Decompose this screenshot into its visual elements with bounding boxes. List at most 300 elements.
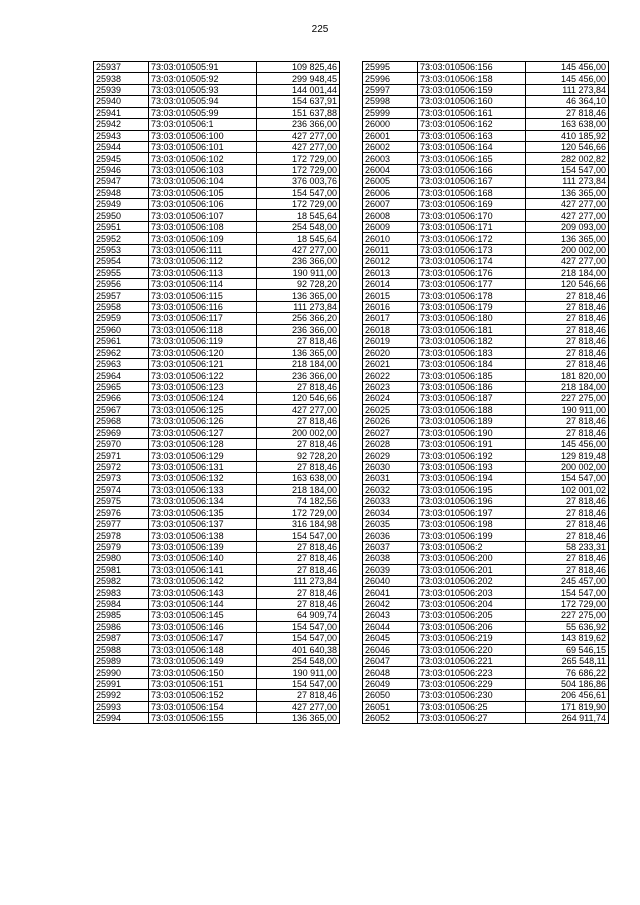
cadastral-number-cell: 73:03:010506:106: [149, 199, 257, 210]
table-row: [94, 518, 340, 529]
cadastral-number-cell: 73:03:010506:139: [149, 541, 257, 552]
cadastral-number-cell: 73:03:010506:206: [418, 621, 526, 632]
row-number-cell: 25996: [363, 73, 418, 84]
row-number-cell: 26019: [363, 336, 418, 347]
left-table: [93, 61, 340, 724]
value-cell: 27 818,46: [257, 336, 340, 347]
table-row: [363, 530, 609, 541]
table-row: [94, 621, 340, 632]
row-number-cell: 26004: [363, 164, 418, 175]
row-number-cell: 25978: [94, 530, 149, 541]
table-row: [363, 598, 609, 609]
row-number-cell: 25976: [94, 507, 149, 518]
cadastral-number-cell: 73:03:010506:126: [149, 416, 257, 427]
value-cell: 145 456,00: [526, 438, 609, 449]
cadastral-number-cell: 73:03:010506:119: [149, 336, 257, 347]
row-number-cell: 26046: [363, 644, 418, 655]
row-number-cell: 25938: [94, 73, 149, 84]
table-row: [363, 130, 609, 141]
table-row: [94, 176, 340, 187]
table-row: [94, 427, 340, 438]
value-cell: 172 729,00: [257, 164, 340, 175]
cadastral-number-cell: 73:03:010506:163: [418, 130, 526, 141]
cadastral-number-cell: 73:03:010506:176: [418, 267, 526, 278]
cadastral-number-cell: 73:03:010506:229: [418, 678, 526, 689]
value-cell: 427 277,00: [526, 256, 609, 267]
row-number-cell: 25958: [94, 301, 149, 312]
row-number-cell: 26036: [363, 530, 418, 541]
cadastral-number-cell: 73:03:010506:115: [149, 290, 257, 301]
value-cell: 154 637,91: [257, 96, 340, 107]
cadastral-number-cell: 73:03:010506:223: [418, 667, 526, 678]
value-cell: 401 640,38: [257, 644, 340, 655]
table-row: [363, 96, 609, 107]
page-number: 225: [311, 24, 329, 35]
value-cell: 410 185,92: [526, 130, 609, 141]
table-row: [363, 324, 609, 335]
table-row: [94, 267, 340, 278]
row-number-cell: 25947: [94, 176, 149, 187]
value-cell: 227 275,00: [526, 393, 609, 404]
table-row: [94, 244, 340, 255]
row-number-cell: 26008: [363, 210, 418, 221]
row-number-cell: 25969: [94, 427, 149, 438]
cadastral-number-cell: 73:03:010506:172: [418, 233, 526, 244]
value-cell: 504 186,86: [526, 678, 609, 689]
row-number-cell: 25986: [94, 621, 149, 632]
value-cell: 27 818,46: [257, 416, 340, 427]
cadastral-number-cell: 73:03:010506:181: [418, 324, 526, 335]
cadastral-number-cell: 73:03:010506:118: [149, 324, 257, 335]
table-row: [363, 164, 609, 175]
value-cell: 69 546,15: [526, 644, 609, 655]
cadastral-number-cell: 73:03:010506:205: [418, 610, 526, 621]
row-number-cell: 25937: [94, 62, 149, 73]
cadastral-number-cell: 73:03:010506:151: [149, 678, 257, 689]
value-cell: 172 729,00: [257, 153, 340, 164]
cadastral-number-cell: 73:03:010506:189: [418, 416, 526, 427]
table-row: [94, 438, 340, 449]
value-cell: 254 548,00: [257, 655, 340, 666]
row-number-cell: 25960: [94, 324, 149, 335]
row-number-cell: 25944: [94, 141, 149, 152]
cadastral-number-cell: 73:03:010506:143: [149, 587, 257, 598]
cadastral-number-cell: 73:03:010506:194: [418, 473, 526, 484]
row-number-cell: 26025: [363, 404, 418, 415]
cadastral-number-cell: 73:03:010506:162: [418, 119, 526, 130]
value-cell: 27 818,46: [257, 564, 340, 575]
table-row: [94, 598, 340, 609]
table-row: [363, 518, 609, 529]
table-row: [363, 107, 609, 118]
value-cell: 236 366,00: [257, 119, 340, 130]
cadastral-number-cell: 73:03:010506:107: [149, 210, 257, 221]
row-number-cell: 25977: [94, 518, 149, 529]
value-cell: 136 365,00: [257, 347, 340, 358]
value-cell: 206 456,61: [526, 690, 609, 701]
table-row: [94, 587, 340, 598]
row-number-cell: 26050: [363, 690, 418, 701]
cadastral-number-cell: 73:03:010506:121: [149, 358, 257, 369]
row-number-cell: 25970: [94, 438, 149, 449]
value-cell: 27 818,46: [257, 587, 340, 598]
row-number-cell: 25981: [94, 564, 149, 575]
row-number-cell: 25992: [94, 690, 149, 701]
table-row: [363, 427, 609, 438]
row-number-cell: 26001: [363, 130, 418, 141]
cadastral-number-cell: 73:03:010506:155: [149, 713, 257, 724]
cadastral-number-cell: 73:03:010506:191: [418, 438, 526, 449]
value-cell: 376 003,76: [257, 176, 340, 187]
row-number-cell: 26013: [363, 267, 418, 278]
row-number-cell: 25945: [94, 153, 149, 164]
table-row: [94, 610, 340, 621]
value-cell: 227 275,00: [526, 610, 609, 621]
table-row: [94, 164, 340, 175]
table-row: [94, 119, 340, 130]
table-row: [94, 507, 340, 518]
table-row: [363, 564, 609, 575]
row-number-cell: 25985: [94, 610, 149, 621]
row-number-cell: 25971: [94, 450, 149, 461]
table-row: [363, 678, 609, 689]
value-cell: 236 366,00: [257, 324, 340, 335]
cadastral-number-cell: 73:03:010506:203: [418, 587, 526, 598]
cadastral-number-cell: 73:03:010506:127: [149, 427, 257, 438]
cadastral-number-cell: 73:03:010506:128: [149, 438, 257, 449]
row-number-cell: 25993: [94, 701, 149, 712]
table-row: [94, 210, 340, 221]
table-row: [363, 221, 609, 232]
row-number-cell: 26024: [363, 393, 418, 404]
row-number-cell: 26005: [363, 176, 418, 187]
cadastral-number-cell: 73:03:010506:165: [418, 153, 526, 164]
cadastral-number-cell: 73:03:010506:193: [418, 461, 526, 472]
cadastral-number-cell: 73:03:010506:183: [418, 347, 526, 358]
cadastral-number-cell: 73:03:010506:122: [149, 370, 257, 381]
value-cell: 27 818,46: [526, 347, 609, 358]
value-cell: 136 365,00: [526, 233, 609, 244]
table-row: [94, 187, 340, 198]
table-row: [363, 176, 609, 187]
value-cell: 27 818,46: [257, 461, 340, 472]
cadastral-number-cell: 73:03:010506:124: [149, 393, 257, 404]
table-row: [363, 119, 609, 130]
table-row: [94, 484, 340, 495]
row-number-cell: 26028: [363, 438, 418, 449]
cadastral-number-cell: 73:03:010506:154: [149, 701, 257, 712]
cadastral-number-cell: 73:03:010505:92: [149, 73, 257, 84]
row-number-cell: 26042: [363, 598, 418, 609]
table-row: [363, 244, 609, 255]
table-row: [94, 84, 340, 95]
row-number-cell: 25949: [94, 199, 149, 210]
table-row: [94, 381, 340, 392]
value-cell: 427 277,00: [257, 130, 340, 141]
table-row: [363, 358, 609, 369]
cadastral-number-cell: 73:03:010506:149: [149, 655, 257, 666]
cadastral-number-cell: 73:03:010506:166: [418, 164, 526, 175]
cadastral-number-cell: 73:03:010506:159: [418, 84, 526, 95]
value-cell: 200 002,00: [526, 244, 609, 255]
cadastral-number-cell: 73:03:010506:178: [418, 290, 526, 301]
table-row: [94, 62, 340, 73]
table-row: [363, 84, 609, 95]
table-row: [363, 62, 609, 73]
cadastral-number-cell: 73:03:010506:132: [149, 473, 257, 484]
row-number-cell: 26048: [363, 667, 418, 678]
table-row: [363, 233, 609, 244]
cadastral-number-cell: 73:03:010506:156: [418, 62, 526, 73]
cadastral-number-cell: 73:03:010506:161: [418, 107, 526, 118]
row-number-cell: 26037: [363, 541, 418, 552]
table-row: [363, 256, 609, 267]
table-row: [94, 530, 340, 541]
table-row: [363, 655, 609, 666]
cadastral-number-cell: 73:03:010506:1: [149, 119, 257, 130]
table-row: [363, 701, 609, 712]
table-row: [94, 473, 340, 484]
value-cell: 92 728,20: [257, 450, 340, 461]
table-row: [363, 336, 609, 347]
table-row: [363, 347, 609, 358]
row-number-cell: 25963: [94, 358, 149, 369]
row-number-cell: 26043: [363, 610, 418, 621]
row-number-cell: 26027: [363, 427, 418, 438]
cadastral-number-cell: 73:03:010506:111: [149, 244, 257, 255]
cadastral-number-cell: 73:03:010506:160: [418, 96, 526, 107]
table-row: [363, 290, 609, 301]
cadastral-number-cell: 73:03:010506:164: [418, 141, 526, 152]
cadastral-number-cell: 73:03:010505:99: [149, 107, 257, 118]
table-row: [94, 256, 340, 267]
cadastral-number-cell: 73:03:010506:112: [149, 256, 257, 267]
row-number-cell: 25954: [94, 256, 149, 267]
row-number-cell: 26006: [363, 187, 418, 198]
row-number-cell: 25950: [94, 210, 149, 221]
table-row: [94, 644, 340, 655]
value-cell: 427 277,00: [526, 199, 609, 210]
cadastral-number-cell: 73:03:010506:173: [418, 244, 526, 255]
value-cell: 154 547,00: [526, 164, 609, 175]
row-number-cell: 25995: [363, 62, 418, 73]
value-cell: 102 001,02: [526, 484, 609, 495]
table-row: [94, 370, 340, 381]
cadastral-number-cell: 73:03:010506:174: [418, 256, 526, 267]
row-number-cell: 25998: [363, 96, 418, 107]
value-cell: 111 273,84: [526, 176, 609, 187]
row-number-cell: 26010: [363, 233, 418, 244]
row-number-cell: 25942: [94, 119, 149, 130]
cadastral-number-cell: 73:03:010506:104: [149, 176, 257, 187]
value-cell: 27 818,46: [257, 553, 340, 564]
row-number-cell: 25984: [94, 598, 149, 609]
cadastral-number-cell: 73:03:010506:185: [418, 370, 526, 381]
table-row: [363, 575, 609, 586]
row-number-cell: 25940: [94, 96, 149, 107]
cadastral-number-cell: 73:03:010506:220: [418, 644, 526, 655]
table-row: [363, 153, 609, 164]
value-cell: 200 002,00: [257, 427, 340, 438]
row-number-cell: 26026: [363, 416, 418, 427]
table-row: [94, 564, 340, 575]
cadastral-number-cell: 73:03:010506:129: [149, 450, 257, 461]
row-number-cell: 25994: [94, 713, 149, 724]
row-number-cell: 26009: [363, 221, 418, 232]
row-number-cell: 26000: [363, 119, 418, 130]
row-number-cell: 26016: [363, 301, 418, 312]
row-number-cell: 25967: [94, 404, 149, 415]
value-cell: 154 547,00: [526, 473, 609, 484]
value-cell: 27 818,46: [526, 553, 609, 564]
cadastral-number-cell: 73:03:010506:171: [418, 221, 526, 232]
table-row: [363, 279, 609, 290]
table-row: [94, 496, 340, 507]
row-number-cell: 26029: [363, 450, 418, 461]
row-number-cell: 26034: [363, 507, 418, 518]
value-cell: 136 365,00: [257, 713, 340, 724]
table-row: [363, 199, 609, 210]
row-number-cell: 25941: [94, 107, 149, 118]
table-row: [94, 701, 340, 712]
value-cell: 190 911,00: [257, 667, 340, 678]
value-cell: 427 277,00: [526, 210, 609, 221]
row-number-cell: 26035: [363, 518, 418, 529]
row-number-cell: 26052: [363, 713, 418, 724]
row-number-cell: 25962: [94, 347, 149, 358]
cadastral-number-cell: 73:03:010506:137: [149, 518, 257, 529]
value-cell: 282 002,82: [526, 153, 609, 164]
right-table: [362, 61, 609, 724]
row-number-cell: 26047: [363, 655, 418, 666]
value-cell: 151 637,88: [257, 107, 340, 118]
cadastral-number-cell: 73:03:010506:141: [149, 564, 257, 575]
cadastral-number-cell: 73:03:010506:142: [149, 575, 257, 586]
cadastral-number-cell: 73:03:010506:198: [418, 518, 526, 529]
value-cell: 200 002,00: [526, 461, 609, 472]
row-number-cell: 26023: [363, 381, 418, 392]
table-row: [94, 221, 340, 232]
table-row: [363, 507, 609, 518]
value-cell: 74 182,56: [257, 496, 340, 507]
table-row: [363, 141, 609, 152]
row-number-cell: 25991: [94, 678, 149, 689]
value-cell: 145 456,00: [526, 73, 609, 84]
cadastral-number-cell: 73:03:010506:105: [149, 187, 257, 198]
value-cell: 154 547,00: [257, 621, 340, 632]
value-cell: 27 818,46: [257, 438, 340, 449]
table-row: [363, 267, 609, 278]
row-number-cell: 26033: [363, 496, 418, 507]
row-number-cell: 25983: [94, 587, 149, 598]
value-cell: 218 184,00: [526, 381, 609, 392]
table-row: [94, 678, 340, 689]
value-cell: 171 819,90: [526, 701, 609, 712]
table-row: [94, 313, 340, 324]
cadastral-number-cell: 73:03:010506:190: [418, 427, 526, 438]
table-row: [363, 690, 609, 701]
row-number-cell: 26022: [363, 370, 418, 381]
value-cell: 18 545,64: [257, 233, 340, 244]
value-cell: 143 819,62: [526, 633, 609, 644]
row-number-cell: 25990: [94, 667, 149, 678]
cadastral-number-cell: 73:03:010506:168: [418, 187, 526, 198]
value-cell: 427 277,00: [257, 404, 340, 415]
value-cell: 27 818,46: [526, 107, 609, 118]
table-row: [94, 301, 340, 312]
value-cell: 27 818,46: [257, 381, 340, 392]
cadastral-number-cell: 73:03:010506:186: [418, 381, 526, 392]
table-row: [363, 610, 609, 621]
table-row: [363, 301, 609, 312]
cadastral-number-cell: 73:03:010506:145: [149, 610, 257, 621]
value-cell: 55 636,92: [526, 621, 609, 632]
cadastral-number-cell: 73:03:010506:108: [149, 221, 257, 232]
table-row: [363, 633, 609, 644]
row-number-cell: 25943: [94, 130, 149, 141]
value-cell: 64 909,74: [257, 610, 340, 621]
value-cell: 218 184,00: [526, 267, 609, 278]
value-cell: 27 818,46: [526, 530, 609, 541]
row-number-cell: 25952: [94, 233, 149, 244]
table-row: [363, 187, 609, 198]
value-cell: 111 273,84: [257, 301, 340, 312]
row-number-cell: 25989: [94, 655, 149, 666]
value-cell: 265 548,11: [526, 655, 609, 666]
cadastral-number-cell: 73:03:010506:180: [418, 313, 526, 324]
value-cell: 299 948,45: [257, 73, 340, 84]
table-row: [363, 587, 609, 598]
row-number-cell: 26031: [363, 473, 418, 484]
row-number-cell: 25956: [94, 279, 149, 290]
table-row: [94, 655, 340, 666]
table-row: [363, 438, 609, 449]
value-cell: 427 277,00: [257, 141, 340, 152]
cadastral-number-cell: 73:03:010506:179: [418, 301, 526, 312]
value-cell: 129 819,48: [526, 450, 609, 461]
value-cell: 111 273,84: [526, 84, 609, 95]
value-cell: 27 818,46: [257, 541, 340, 552]
row-number-cell: 26045: [363, 633, 418, 644]
row-number-cell: 26030: [363, 461, 418, 472]
table-row: [94, 324, 340, 335]
cadastral-number-cell: 73:03:010506:197: [418, 507, 526, 518]
row-number-cell: 25982: [94, 575, 149, 586]
value-cell: 120 546,66: [257, 393, 340, 404]
cadastral-number-cell: 73:03:010506:134: [149, 496, 257, 507]
row-number-cell: 26038: [363, 553, 418, 564]
cadastral-number-cell: 73:03:010506:123: [149, 381, 257, 392]
value-cell: 218 184,00: [257, 358, 340, 369]
row-number-cell: 25980: [94, 553, 149, 564]
cadastral-number-cell: 73:03:010506:144: [149, 598, 257, 609]
cadastral-number-cell: 73:03:010506:202: [418, 575, 526, 586]
row-number-cell: 25975: [94, 496, 149, 507]
cadastral-number-cell: 73:03:010506:170: [418, 210, 526, 221]
value-cell: 120 546,66: [526, 141, 609, 152]
table-row: [94, 667, 340, 678]
cadastral-number-cell: 73:03:010506:125: [149, 404, 257, 415]
table-row: [363, 484, 609, 495]
table-row: [94, 336, 340, 347]
row-number-cell: 25959: [94, 313, 149, 324]
table-row: [363, 713, 609, 724]
table-row: [94, 404, 340, 415]
cadastral-number-cell: 73:03:010506:147: [149, 633, 257, 644]
cadastral-number-cell: 73:03:010506:114: [149, 279, 257, 290]
value-cell: 316 184,98: [257, 518, 340, 529]
table-row: [94, 199, 340, 210]
